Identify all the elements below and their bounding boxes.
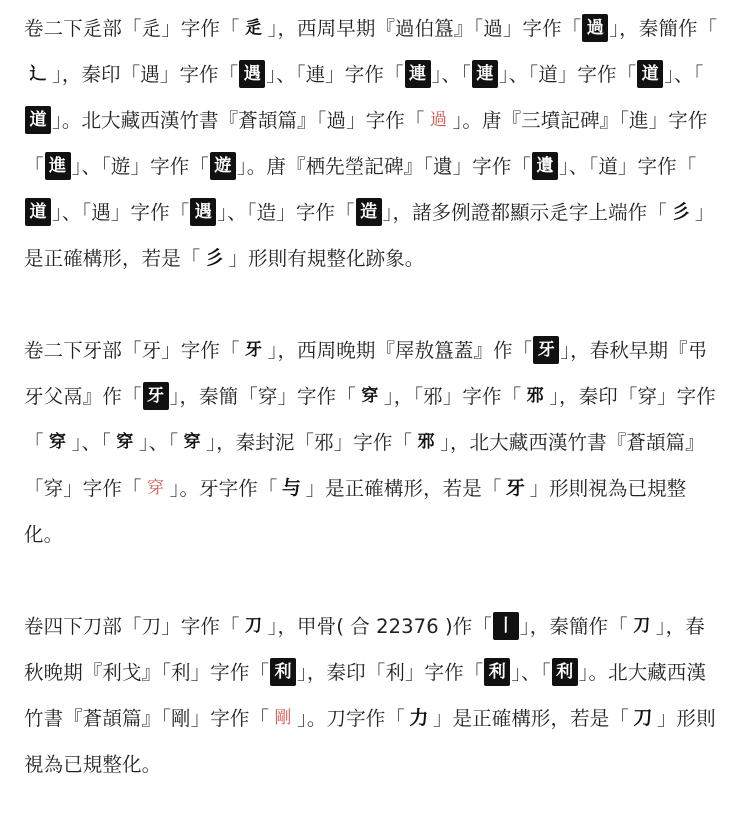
text-run: 」，諸多例證都顯示辵字上端作「 [382, 201, 667, 224]
text-run: 」、「道」字作「 [559, 155, 697, 178]
text-run: 」是正確構形，若是「 [24, 201, 715, 270]
text-run: 」、「造」字作「 [217, 201, 355, 224]
text-run: 」、「 [138, 431, 179, 454]
text-run: 」，西周早期『過伯簋』「過」字作「 [267, 17, 582, 40]
stele-glyph-jin-icon: 進 [45, 152, 71, 180]
qin-slip-glyph-dao-knife-icon: 刀 [629, 612, 655, 640]
bamboo-glyph-gang-icon: 剛 [270, 704, 296, 732]
text-run: 」。牙字作「 [169, 477, 278, 500]
text-run: 」，秦印「遇」字作「 [52, 63, 239, 86]
stele-glyph-yi-icon: 遺 [532, 152, 558, 180]
text-run: 」形則視為已規整化。 [24, 707, 716, 776]
text-run: 」，「邪」字作「 [383, 385, 522, 408]
qin-seal-glyph-li-2-icon: 利 [552, 658, 578, 686]
text-run: 」、「遊」字作「 [71, 155, 209, 178]
stele-glyph-you-icon: 遊 [210, 152, 236, 180]
qin-seal-glyph-yu-icon: 遇 [239, 60, 265, 88]
text-run: 」，西周晚期『屖敖簋蓋』作「 [267, 339, 533, 362]
qin-seal-glyph-chuan-3-icon: 穿 [179, 428, 205, 456]
variant-form-glyph-icon: 彡 [201, 244, 227, 272]
oracle-bone-glyph-dao-icon: 丨 [493, 612, 519, 640]
text-run: 」。唐『三墳記碑』「進」字作「 [24, 109, 708, 178]
text-run: 」。刀字作「 [297, 707, 405, 730]
text-run: 」，春秋早期『弔牙父鬲』作「 [24, 339, 708, 408]
paragraph-dao [24, 604, 720, 788]
seal-glyph-chuo-icon: 辵 [241, 14, 267, 42]
bamboo-glyph-chuan-icon: 穿 [143, 474, 169, 502]
text-run: 」，甲骨( 合 22376 )作「 [267, 615, 492, 638]
bronze-glyph-guo-icon: 過 [582, 14, 608, 42]
qin-seal-glyph-lian-1-icon: 連 [405, 60, 431, 88]
paragraph-spacer [24, 282, 720, 328]
ya-variant-form-glyph-icon: 牙 [502, 474, 528, 502]
text-run: 」，秦印「穿」字作「 [24, 385, 716, 454]
text-run: 」。唐『栖先塋記碑』「遺」字作「 [236, 155, 532, 178]
qin-seal-glyph-lian-2-icon: 連 [472, 60, 498, 88]
qin-seal-glyph-dao-1-icon: 道 [637, 60, 663, 88]
bronze-glyph-ya-icon: 牙 [533, 336, 559, 364]
dao-correct-form-glyph-icon: 力 [406, 704, 432, 732]
text-run: 」，秦封泥「邪」字作「 [206, 431, 413, 454]
clay-seal-glyph-xie-icon: 邪 [413, 428, 439, 456]
text-run: 卷二下辵部「辵」字作「 [24, 17, 240, 40]
qin-slip-glyph-chuan-icon: 穿 [357, 382, 383, 410]
text-run: 」、「 [664, 63, 704, 86]
text-run: 」、「遇」字作「 [52, 201, 190, 224]
text-run: 」。北大藏西漢竹書『蒼頡篇』「過」字作「 [52, 109, 425, 132]
text-run: 」，秦簡作「 [519, 615, 628, 638]
qin-seal-glyph-chuan-2-icon: 穿 [112, 428, 138, 456]
qin-seal-glyph-li-1-icon: 利 [484, 658, 510, 686]
text-run: 」是正確構形，若是「 [305, 477, 502, 500]
seal-glyph-ya-icon: 牙 [241, 336, 267, 364]
text-run: 」、「 [511, 661, 551, 684]
text-run: 」，秦簡「穿」字作「 [169, 385, 356, 408]
paragraph-ya [24, 328, 720, 558]
text-run: 」，秦印「利」字作「 [297, 661, 484, 684]
stele-glyph-dao-icon: 道 [25, 198, 51, 226]
qin-seal-glyph-chuan-1-icon: 穿 [45, 428, 71, 456]
text-run: 」是正確構形，若是「 [432, 707, 629, 730]
bronze-glyph-ya-2-icon: 牙 [143, 382, 169, 410]
paragraph-chuo [24, 6, 720, 282]
text-run: 」形則有規整化跡象。 [228, 247, 425, 270]
text-run: 卷四下刀部「刀」字作「 [24, 615, 240, 638]
seal-glyph-dao-knife-icon: 刀 [241, 612, 267, 640]
text-run: 卷二下牙部「牙」字作「 [24, 339, 240, 362]
bamboo-glyph-guo-icon: 過 [426, 106, 452, 134]
qin-slip-glyph-xie-icon: 邪 [522, 382, 548, 410]
qin-slip-glyph-chuo-icon: 辶 [25, 60, 51, 88]
text-run: 」、「 [431, 63, 471, 86]
stele-glyph-yu-icon: 遇 [190, 198, 216, 226]
correct-form-glyph-icon: 彡 [668, 198, 694, 226]
ya-correct-form-glyph-icon: 与 [278, 474, 304, 502]
text-run: 」，秦簡作「 [609, 17, 718, 40]
paragraph-spacer [24, 558, 720, 604]
text-run: 」，北大藏西漢竹書『蒼頡篇』「穿」字作「 [24, 431, 705, 500]
dao-variant-form-glyph-icon: 刀 [630, 704, 656, 732]
qin-seal-glyph-dao-2-icon: 道 [25, 106, 51, 134]
text-run: 」、「連」字作「 [266, 63, 404, 86]
text-run: 」形則視為已規整化。 [24, 477, 687, 546]
text-run: 」、「道」字作「 [498, 63, 637, 86]
text-run: 」、「 [71, 431, 111, 454]
stele-glyph-zao-icon: 造 [356, 198, 382, 226]
bronze-glyph-li-icon: 利 [270, 658, 296, 686]
text-run: 」。北大藏西漢竹書『蒼頡篇』「剛」字作「 [24, 661, 707, 730]
text-run: 」，春秋晚期『利戈』「利」字作「 [24, 615, 705, 684]
